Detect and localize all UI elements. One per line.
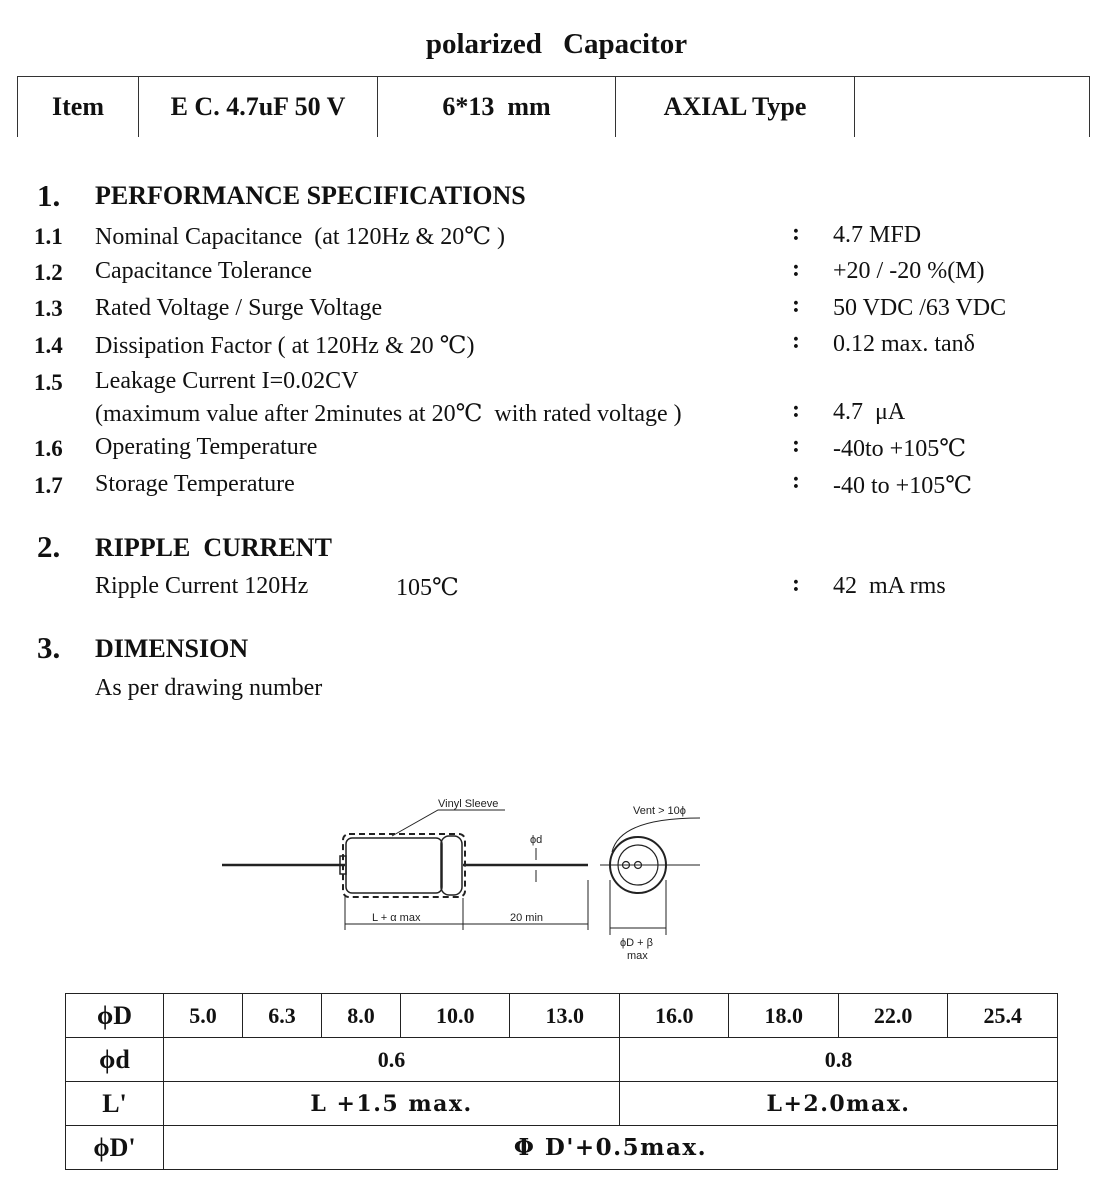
header-cell-part: E C. 4.7uF 50 V bbox=[139, 77, 378, 138]
spec-1-5-label-detail: (maximum value after 2minutes at 20℃ with rated voltage ) bbox=[95, 401, 682, 427]
phi-D-cell: 10.0 bbox=[401, 994, 510, 1038]
dimension-text: As per drawing number bbox=[95, 675, 323, 701]
row-head-phi-D: ϕD bbox=[66, 994, 164, 1038]
spec-1-1-label: Nominal Capacitance (at 120Hz & 20℃ ) bbox=[95, 224, 506, 250]
table-row-phi-D bbox=[66, 994, 1058, 1038]
row-head-phi-D-prime: ϕD' bbox=[66, 1126, 164, 1170]
vinyl-sleeve-leader bbox=[392, 810, 505, 836]
phi-D-cell: 18.0 bbox=[729, 994, 838, 1038]
dimension-table bbox=[65, 993, 1058, 1170]
phi-D-cell: 6.3 bbox=[243, 994, 322, 1038]
vent-label: Vent > 10ϕ bbox=[633, 805, 686, 817]
spec-1-2-number: 1.2 bbox=[34, 260, 63, 285]
phi-D-beta-label: ϕD + β bbox=[620, 937, 653, 949]
section-2-number: 2. bbox=[37, 529, 61, 564]
max-label: max bbox=[627, 950, 648, 962]
spec-1-3-number: 1.3 bbox=[34, 296, 63, 321]
section-1-title: PERFORMANCE SPECIFICATIONS bbox=[95, 181, 526, 210]
spec-1-6-label: Operating Temperature bbox=[95, 434, 318, 460]
phi-d-cell-small: 0.6 bbox=[164, 1038, 620, 1082]
spec-1-5-label: Leakage Current I=0.02CV bbox=[95, 368, 359, 394]
header-cell-item: Item bbox=[18, 77, 139, 138]
section-3-title: DIMENSION bbox=[95, 634, 249, 663]
spec-1-1-value: 4.7 MFD bbox=[833, 222, 922, 248]
phi-D-prime-cell: Φ D'+0.5max. bbox=[164, 1126, 1058, 1170]
section-3-number: 3. bbox=[37, 630, 61, 665]
spec-1-4-number: 1.4 bbox=[34, 333, 63, 358]
row-head-phi-d: ϕd bbox=[66, 1038, 164, 1082]
spec-1-5-number: 1.5 bbox=[34, 370, 63, 395]
vent-leader bbox=[612, 818, 700, 852]
ripple-colon: : bbox=[792, 571, 800, 597]
table-row-phi-D-prime bbox=[66, 1126, 1058, 1170]
phi-d-label: ϕd bbox=[530, 834, 543, 846]
twenty-min-label: 20 min bbox=[510, 912, 544, 924]
spec-1-3-colon: : bbox=[792, 292, 800, 318]
phi-D-cell: 16.0 bbox=[619, 994, 728, 1038]
spec-1-6-value: -40to +105℃ bbox=[833, 436, 967, 462]
table-row-L bbox=[66, 1082, 1058, 1126]
spec-1-7-number: 1.7 bbox=[34, 473, 63, 498]
phi-D-cell: 5.0 bbox=[164, 994, 243, 1038]
spec-1-1-colon: : bbox=[792, 220, 800, 246]
spec-1-6-number: 1.6 bbox=[34, 436, 63, 461]
spec-1-1-number: 1.1 bbox=[34, 224, 63, 249]
l-alpha-label: L + α max bbox=[372, 912, 421, 924]
L-cell-large: L+2.0max. bbox=[619, 1082, 1057, 1126]
header-cell-size: 6*13 mm bbox=[378, 77, 616, 138]
ripple-temperature: 105℃ bbox=[396, 575, 459, 601]
spec-1-7-label: Storage Temperature bbox=[95, 471, 295, 497]
spec-1-4-colon: : bbox=[792, 328, 800, 354]
row-head-L: L' bbox=[66, 1082, 164, 1126]
spec-1-3-label: Rated Voltage / Surge Voltage bbox=[95, 295, 383, 321]
vinyl-sleeve-label: Vinyl Sleeve bbox=[438, 798, 499, 810]
section-2-title: RIPPLE CURRENT bbox=[95, 533, 332, 562]
ripple-value: 42 mA rms bbox=[833, 573, 946, 599]
phi-D-cell: 25.4 bbox=[948, 994, 1058, 1038]
spec-1-7-value: -40 to +105℃ bbox=[833, 473, 973, 499]
spec-1-4-label: Dissipation Factor ( at 120Hz & 20 ℃) bbox=[95, 333, 475, 359]
header-cell-type: AXIAL Type bbox=[616, 77, 855, 138]
phi-D-cell: 13.0 bbox=[510, 994, 619, 1038]
vinyl-sleeve-outline bbox=[343, 834, 465, 897]
spec-1-6-colon: : bbox=[792, 432, 800, 458]
spec-1-2-value: +20 / -20 %(M) bbox=[833, 258, 985, 284]
spec-1-5-colon: : bbox=[792, 397, 800, 423]
spec-1-3-value: 50 VDC /63 VDC bbox=[833, 295, 1007, 321]
L-cell-small: L +1.5 max. bbox=[164, 1082, 620, 1126]
spec-1-7-colon: : bbox=[792, 468, 800, 494]
document-title: polarized Capacitor bbox=[425, 28, 688, 60]
phi-D-cell: 22.0 bbox=[838, 994, 947, 1038]
spec-1-2-label: Capacitance Tolerance bbox=[95, 258, 313, 284]
spec-1-4-value: 0.12 max. tanδ bbox=[833, 331, 975, 357]
phi-D-cell: 8.0 bbox=[322, 994, 401, 1038]
spec-1-5-value: 4.7 μA bbox=[833, 399, 906, 425]
ripple-label: Ripple Current 120Hz bbox=[95, 573, 309, 599]
table-row-phi-d bbox=[66, 1038, 1058, 1082]
section-1-number: 1. bbox=[37, 178, 61, 213]
phi-d-cell-large: 0.8 bbox=[619, 1038, 1057, 1082]
spec-1-2-colon: : bbox=[792, 256, 800, 282]
capacitor-end-cap bbox=[441, 836, 462, 895]
capacitor-body bbox=[346, 838, 442, 893]
